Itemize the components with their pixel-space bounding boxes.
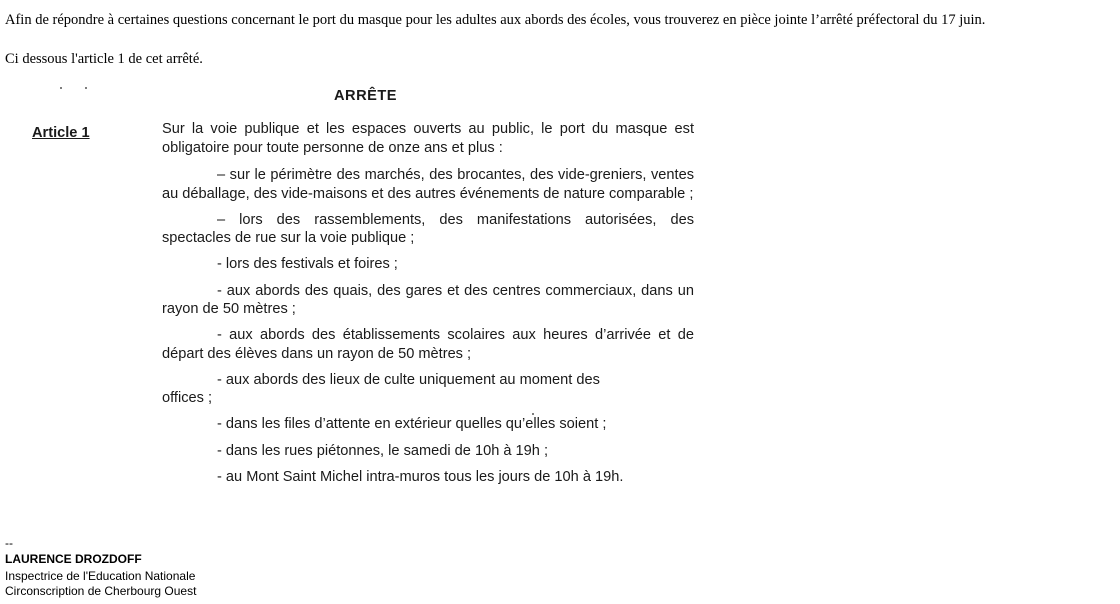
article-body (162, 120, 694, 495)
signature-separator: -- (5, 536, 13, 550)
article-paragraph: - aux abords des lieux de culte uniquement au moment des offices ; (162, 371, 600, 406)
article-paragraph: - aux abords des quais, des gares et des centres commerciaux, dans un rayon de 50 mètres ; (162, 282, 694, 317)
article-paragraph: - dans les rues piétonnes, le samedi de 10h à 19h ; (217, 442, 549, 459)
signature-circonscription: Circonscription de Cherbourg Ouest (5, 584, 197, 598)
signature-name: LAURENCE DROZDOFF (5, 552, 142, 566)
scan-speck (85, 87, 87, 89)
arrete-scan-image (8, 80, 708, 510)
intro-text-article: Ci dessous l'article 1 de cet arrêté. (5, 51, 203, 67)
article-paragraph: Sur la voie publique et les espaces ouverts au public, le port du masque est obligatoire pour toute personne de onze ans et plus : (162, 121, 694, 156)
article-paragraph: - dans les files d’attente en extérieur quelles qu’elles soient ; (217, 416, 607, 432)
article-paragraph: - au Mont Saint Michel intra-muros tous les jours de 10h à 19h. (217, 469, 624, 485)
signature-role: Inspectrice de l'Education Nationale (5, 569, 196, 583)
scan-speck (60, 87, 62, 89)
article-paragraph: - aux abords des établissements scolaires aux heures d’arrivée et de départ des élèves dans un rayon de 50 mètres ; (162, 327, 694, 362)
intro-text: Afin de répondre à certaines questions concernant le port du masque pour les adultes aux abords des écoles, vous trouverez en pièce jointe l’arrêté préfectoral du 17 juin. (5, 12, 986, 28)
article-paragraph: – sur le périmètre des marchés, des brocantes, des vide-greniers, ventes au déballage, des vide-maisons et des autres événements de nature comparable ; (162, 167, 694, 202)
article-paragraph: – lors des rassemblements, des manifestations autorisées, des spectacles de rue sur la voie publique ; (162, 211, 694, 246)
article-paragraph: - lors des festivals et foires ; (217, 256, 398, 272)
article-label: Article 1 (32, 125, 90, 141)
arrete-title: ARRÊTE (334, 88, 397, 104)
